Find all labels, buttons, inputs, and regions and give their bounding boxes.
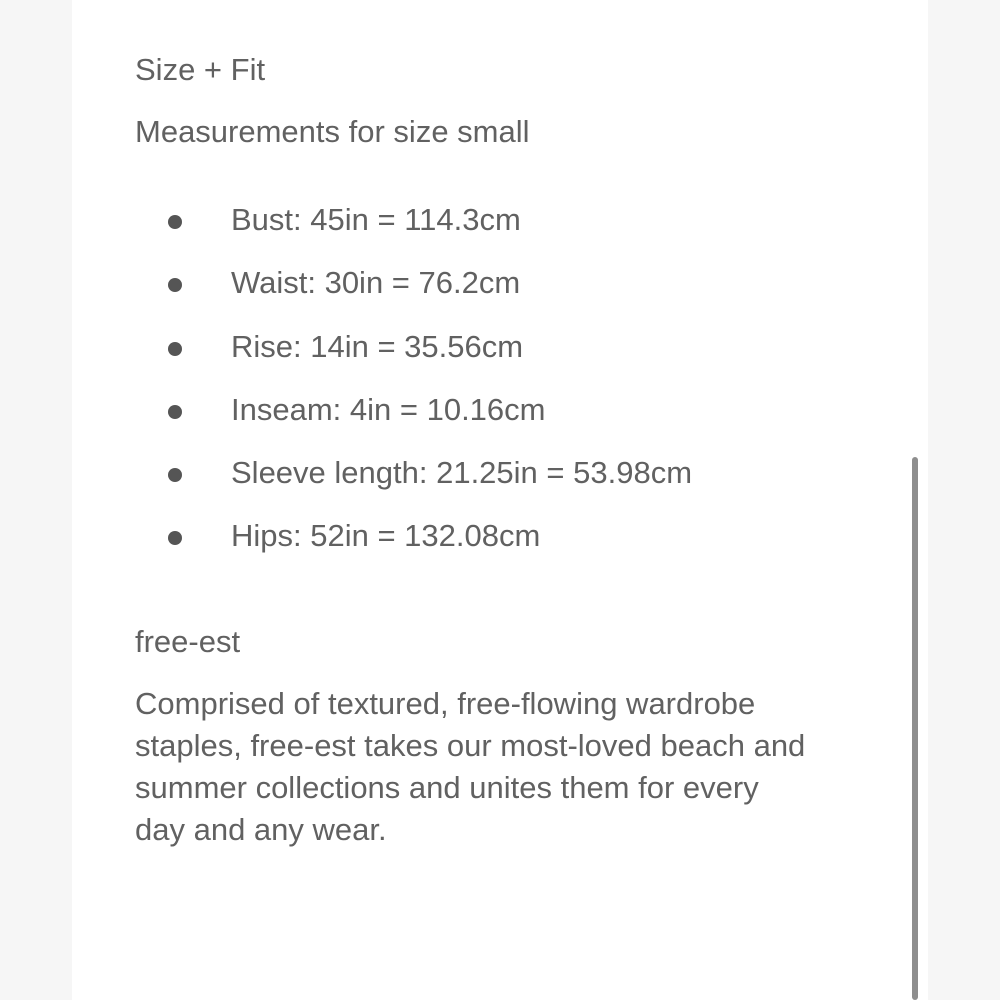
measurement-hips: Hips: 52in = 132.08cm bbox=[231, 518, 541, 554]
collection-heading: free-est bbox=[135, 624, 241, 659]
measurement-bust: Bust: 45in = 114.3cm bbox=[231, 202, 521, 237]
description-line: summer collections and unites them for every bbox=[135, 770, 759, 805]
bullet-icon bbox=[168, 405, 182, 419]
bullet-icon bbox=[168, 342, 182, 356]
vertical-scrollbar[interactable] bbox=[912, 457, 918, 1000]
description-line: staples, free-est takes our most-loved beach and bbox=[135, 728, 806, 763]
description-line: day and any wear. bbox=[135, 812, 387, 847]
bullet-icon bbox=[168, 215, 182, 229]
measurement-waist: Waist: 30in = 76.2cm bbox=[231, 265, 521, 301]
measurements-subtitle: Measurements for size small bbox=[135, 114, 530, 149]
size-fit-heading: Size + Fit bbox=[135, 52, 266, 87]
measurement-rise: Rise: 14in = 35.56cm bbox=[231, 328, 524, 364]
collection-description bbox=[135, 683, 875, 851]
description-line: Comprised of textured, free-flowing wardrobe bbox=[135, 686, 756, 721]
measurement-sleeve-length: Sleeve length: 21.25in = 53.98cm bbox=[231, 455, 693, 491]
measurement-inseam: Inseam: 4in = 10.16cm bbox=[231, 391, 546, 427]
